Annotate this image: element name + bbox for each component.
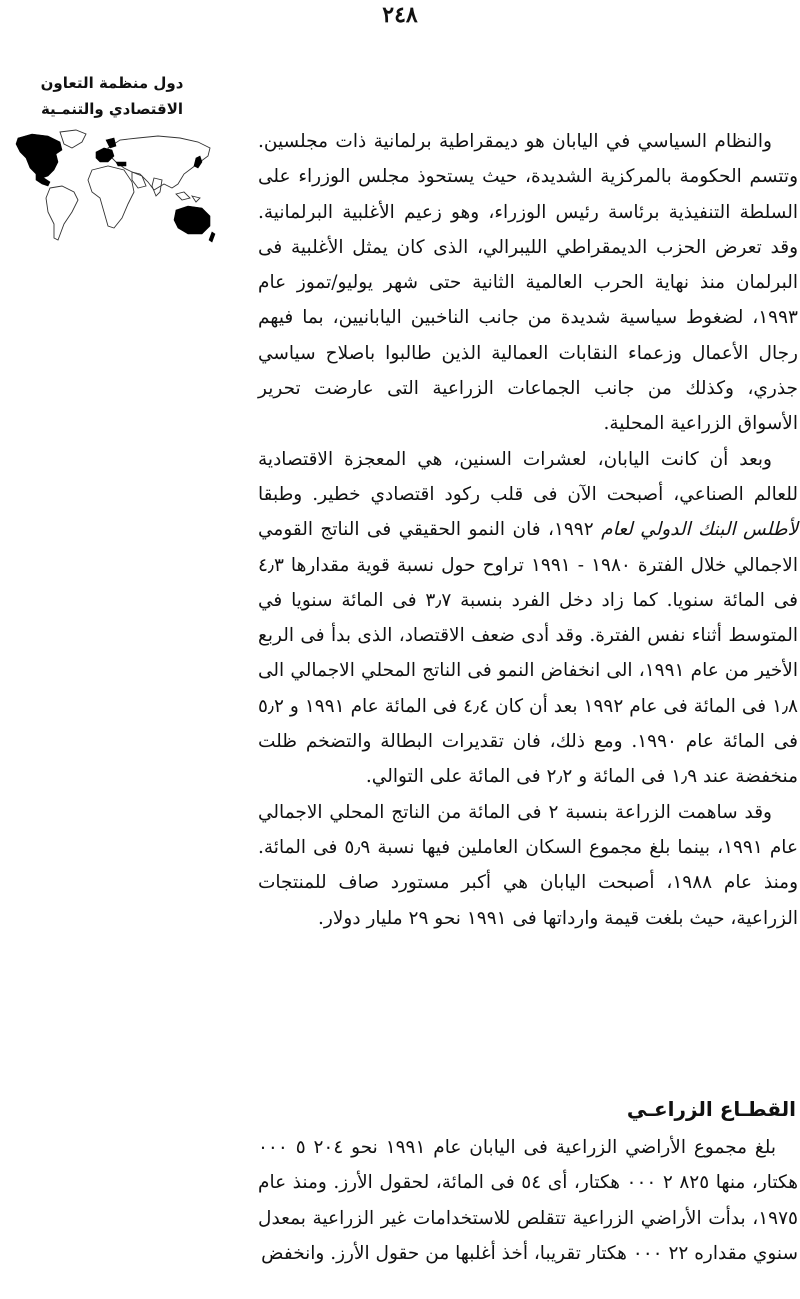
body-paragraph-1: والنظام السياسي في اليابان هو ديمقراطية برلمانية ذات مجلسين. وتتسم الحكومة بالمركزية الشديدة، حيث يستحوذ مجلس الوزراء على السلطة التنفيذية برئاسة رئيس الوزراء، وهو زعيم الأغلبية البرلمانية. وقد تعرض الحزب الديمقراطي الليبرالي، الذى كان يمثل الأغلبية فى البرلمان منذ نهاية الحرب العالمية الثانية حتى شهر يوليو/تموز عام ١٩٩٣، لضغوط سياسية شديدة من جانب الناخبين اليابانيين، بما فيهم رجال الأعمال وزعماء النقابات العمالية الذين طالبوا باصلاح سياسي جذري، وكذلك من جانب الجماعات الزراعية التى عارضت تحرير الأسواق الزراعية المحلية. bbox=[258, 131, 798, 435]
section-heading: القطـاع الزراعـي bbox=[626, 1097, 796, 1121]
section-text bbox=[258, 1130, 798, 1271]
body-paragraph-2-start: وبعد أن كانت اليابان، لعشرات السنين، هي المعجزة الاقتصادية للعالم الصناعي، أصبحت الآن فى قلب ركود اقتصادي خطير. وطبقا bbox=[258, 448, 798, 505]
body-paragraph-2 bbox=[258, 442, 798, 795]
sidebar-title: دول منظمة التعاون الاقتصادي والتنمـية bbox=[40, 74, 184, 118]
atlas-title: لأطلس البنك الدولي لعام bbox=[601, 519, 798, 541]
world-map-icon bbox=[8, 128, 216, 246]
main-text bbox=[258, 124, 798, 936]
body-paragraph-3: وقد ساهمت الزراعة بنسبة ٢ فى المائة من الناتج المحلي الاجمالي عام ١٩٩١، بينما بلغ مجموع السكان العاملين فيها نسبة ٥٫٩ فى المائة. ومنذ عام ١٩٨٨، أصبحت اليابان هي أكبر مستورد صاف للمنتجات الزراعية، حيث بلغت قيمة وارداتها فى ١٩٩١ نحو ٢٩ مليار دولار. bbox=[258, 801, 799, 929]
section-paragraph-1: بلغ مجموع الأراضي الزراعية فى اليابان عام ١٩٩١ نحو ٢٠٤ ٥ ٠٠٠ هكتار، منها ٨٢٥ ٢ ٠٠٠ هكتار، أى ٥٤ فى المائة، لحقول الأرز. ومنذ عام ١٩٧٥، بدأت الأراضي الزراعية تتقلص للاستخدامات غير الزراعية بمعدل سنوي مقداره ٢٢ ٠٠٠ هكتار تقريبا، أخذ أغلبها من حقول الأرز. وانخفض bbox=[258, 1137, 799, 1264]
body-paragraph-2-end: ١٩٩٢، فان النمو الحقيقي فى الناتج القومي الاجمالي خلال الفترة ١٩٨٠ - ١٩٩١ تراوح حول نسبة قوية مقدارها ٤٫٣ فى المائة سنويا. كما زاد دخل الفرد بنسبة ٣٫٧ فى المائة سنويا في المتوسط أثناء نفس الفترة. وقد أدى ضعف الاقتصاد، الذى بدأ فى الربع الأخير من عام ١٩٩١، الى انخفاض النمو فى الناتج المحلي الاجمالي الى ١٫٨ فى المائة فى عام ١٩٩٢ بعد أن كان ٤٫٤ فى المائة عام ١٩٩١ و ٥٫٢ فى المائة عام ١٩٩٠. ومع ذلك، فان تقديرات البطالة والتضخم ظلت منخفضة عند ١٫٩ فى المائة و ٢٫٢ فى المائة على التوالي. bbox=[258, 519, 799, 788]
page-number: ٢٤٨ bbox=[382, 2, 418, 28]
